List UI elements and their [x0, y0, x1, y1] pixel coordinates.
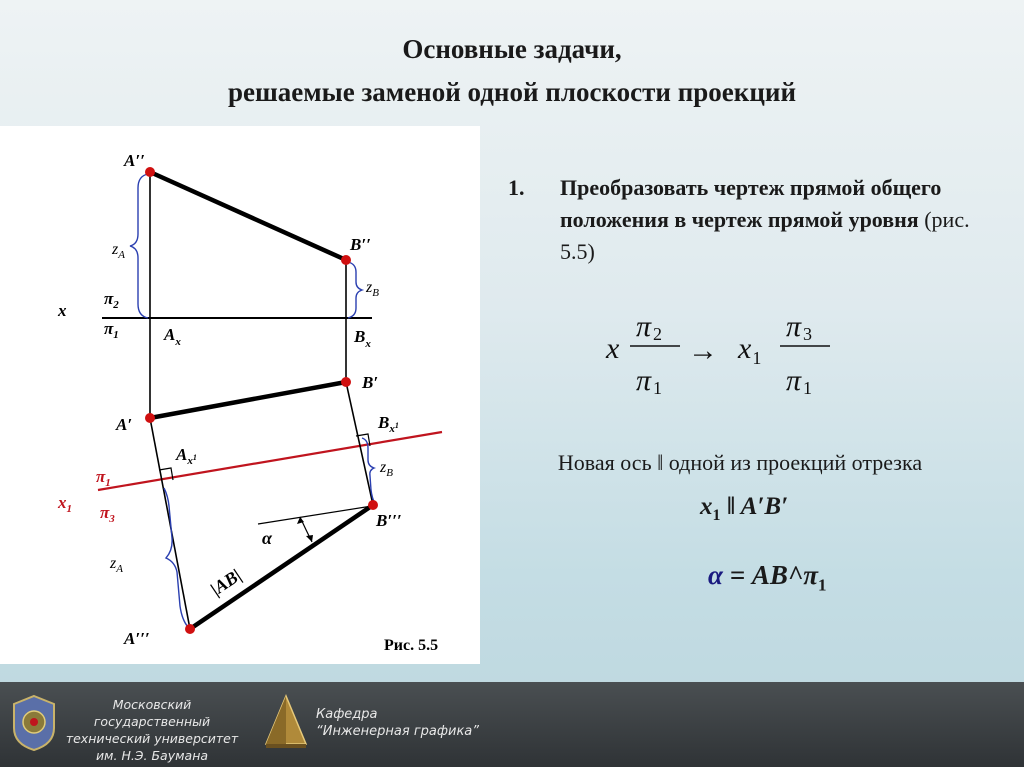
segment-A2B2 [150, 172, 346, 260]
task-number: 1. [508, 175, 525, 200]
label-pi3: $\pi_3$ [100, 503, 115, 525]
parallel-x: x [700, 493, 713, 520]
label-A2: A′′ [124, 151, 145, 170]
department-logo-icon [262, 692, 310, 752]
slide-title [0, 28, 1024, 114]
university-name [62, 696, 242, 764]
label-x1: $x_1$ [58, 493, 72, 515]
label-zA-top: $z_A$ [112, 241, 125, 261]
title-line-2: решаемые заменой одной плоскости проекций [227, 77, 797, 107]
label-Ax1: $A_x^1$ [176, 445, 197, 467]
angle-arrow-bottom [306, 535, 313, 542]
task-text-bold: Преобразовать чертеж прямой общего положения в чертеж прямой уровня [560, 175, 942, 232]
angle-rest: = AB^π [722, 560, 818, 590]
brace-zA-top [130, 174, 148, 318]
x1-axis-line [98, 432, 442, 490]
angle-alpha: α [708, 560, 723, 590]
brace-zB-bottom [362, 438, 375, 504]
point-B2 [341, 255, 351, 265]
projection-drawing [0, 126, 480, 664]
segment-A1B1 [150, 382, 346, 418]
point-B1 [341, 377, 351, 387]
label-pi2: $\pi_2$ [104, 289, 119, 311]
label-alpha: α [262, 528, 272, 548]
title-line-1: Основные задачи, [402, 34, 622, 64]
point-A3 [185, 624, 195, 634]
point-A1 [145, 413, 155, 423]
formula-axis-change [590, 298, 850, 408]
formula-x: x [606, 332, 620, 365]
label-pi1: $\pi_1$ [104, 319, 119, 341]
parallel-statement: $x_1$ ‖ A′B′ [700, 493, 789, 524]
label-Ax: $A_x$ [164, 325, 181, 348]
university-line-2: технический университет [65, 731, 239, 746]
label-zA-bottom: $z_A$ [110, 555, 123, 575]
task-text [560, 172, 980, 268]
label-B2: B′′ [350, 235, 371, 254]
formula-pi1: π 1 [636, 364, 663, 398]
formula-arrow: → [688, 334, 718, 367]
label-B3: B′′′ [376, 511, 402, 530]
label-zB-top: $z_B$ [366, 279, 379, 299]
university-line-1: Московский государственный [93, 697, 211, 729]
department-line-1: Кафедра [316, 707, 378, 722]
label-x: x [58, 301, 67, 320]
department-name [316, 706, 479, 740]
label-zB-bottom: $z_B$ [380, 459, 393, 479]
point-A2 [145, 167, 155, 177]
label-pi1-red: $\pi_1$ [96, 467, 111, 489]
formula-pi2: π 2 [636, 310, 663, 344]
brace-zB-top [348, 262, 362, 318]
task-text-ref: (рис. 5.5) [560, 207, 970, 264]
label-B1: B′ [362, 373, 379, 392]
footer-bar [0, 682, 1024, 767]
point-B3 [368, 500, 378, 510]
label-A3: A′′′ [124, 629, 150, 648]
university-emblem-icon [12, 694, 56, 752]
segment-A3B3 [190, 505, 373, 629]
figure-caption: Рис. 5.5 [384, 637, 439, 654]
label-Bx: $B_x$ [354, 327, 371, 350]
parallel-rest: ‖ A′B′ [720, 493, 789, 520]
label-A1: A′ [116, 415, 133, 434]
new-axis-text: Новая ось ‖ одной из проекций отрезка [557, 450, 923, 475]
formula-pi3: π 3 [786, 310, 813, 344]
figure-panel [0, 126, 480, 664]
university-line-3: им. Н.Э. Баумана [95, 748, 209, 763]
label-Bx1: $B_x^1$ [378, 413, 399, 435]
department-line-2: “Инженерная графика” [316, 724, 480, 739]
formula-x1: $x_1$ [738, 332, 762, 368]
angle-equation: $\alpha = AB\^{}\pi_1$ [708, 560, 827, 595]
formula-pi1b: π 1 [786, 364, 813, 398]
label-AB-length: |AB| [207, 564, 245, 600]
